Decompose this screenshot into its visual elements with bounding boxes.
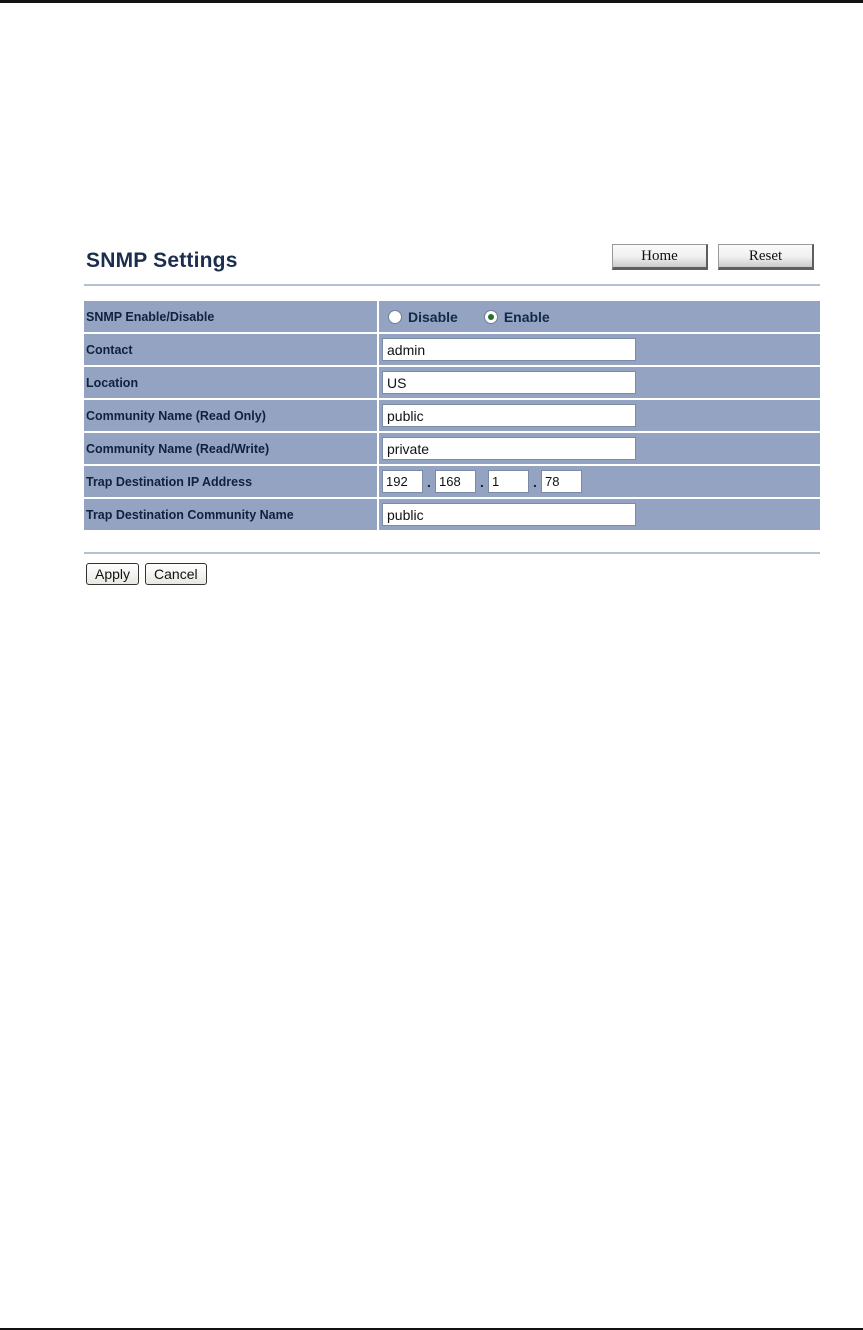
location-label: Location — [84, 367, 377, 398]
reset-button[interactable]: Reset — [718, 244, 814, 270]
trap-ip-octet-4[interactable] — [541, 470, 582, 493]
footer-divider — [84, 552, 820, 554]
community-read-only-label: Community Name (Read Only) — [84, 400, 377, 431]
trap-community-input[interactable] — [382, 503, 636, 526]
table-row — [84, 334, 820, 365]
ip-dot: . — [533, 473, 537, 490]
table-row — [84, 499, 820, 530]
cancel-button[interactable]: Cancel — [145, 563, 207, 585]
trap-ip-field — [379, 466, 820, 497]
table-row — [84, 367, 820, 398]
page-top-rule — [0, 0, 863, 3]
community-read-only-input[interactable] — [382, 404, 636, 427]
table-row — [84, 433, 820, 464]
table-row — [84, 301, 820, 332]
trap-ip-octet-1[interactable] — [382, 470, 423, 493]
ip-dot: . — [480, 473, 484, 490]
ip-dot: . — [427, 473, 431, 490]
snmp-enable-option-label[interactable]: Enable — [503, 308, 550, 325]
snmp-disable-radio[interactable] — [388, 310, 402, 324]
header-divider — [84, 284, 820, 286]
snmp-enable-label: SNMP Enable/Disable — [84, 301, 377, 332]
snmp-form-table — [84, 301, 820, 532]
page-title: SNMP Settings — [86, 249, 238, 272]
form-actions — [86, 563, 207, 585]
snmp-enable-radio[interactable] — [484, 310, 498, 324]
trap-ip-label: Trap Destination IP Address — [84, 466, 377, 497]
trap-ip-octet-2[interactable] — [435, 470, 476, 493]
apply-button[interactable]: Apply — [86, 563, 139, 585]
contact-input[interactable] — [382, 338, 636, 361]
trap-community-label: Trap Destination Community Name — [84, 499, 377, 530]
snmp-enable-radio-group — [382, 309, 564, 325]
table-row — [84, 466, 820, 497]
table-row — [84, 400, 820, 431]
community-read-write-label: Community Name (Read/Write) — [84, 433, 377, 464]
community-read-write-input[interactable] — [382, 437, 636, 460]
snmp-disable-label[interactable]: Disable — [408, 308, 458, 325]
trap-ip-octet-3[interactable] — [488, 470, 529, 493]
contact-label: Contact — [84, 334, 377, 365]
home-button[interactable]: Home — [612, 244, 708, 270]
location-input[interactable] — [382, 371, 636, 394]
